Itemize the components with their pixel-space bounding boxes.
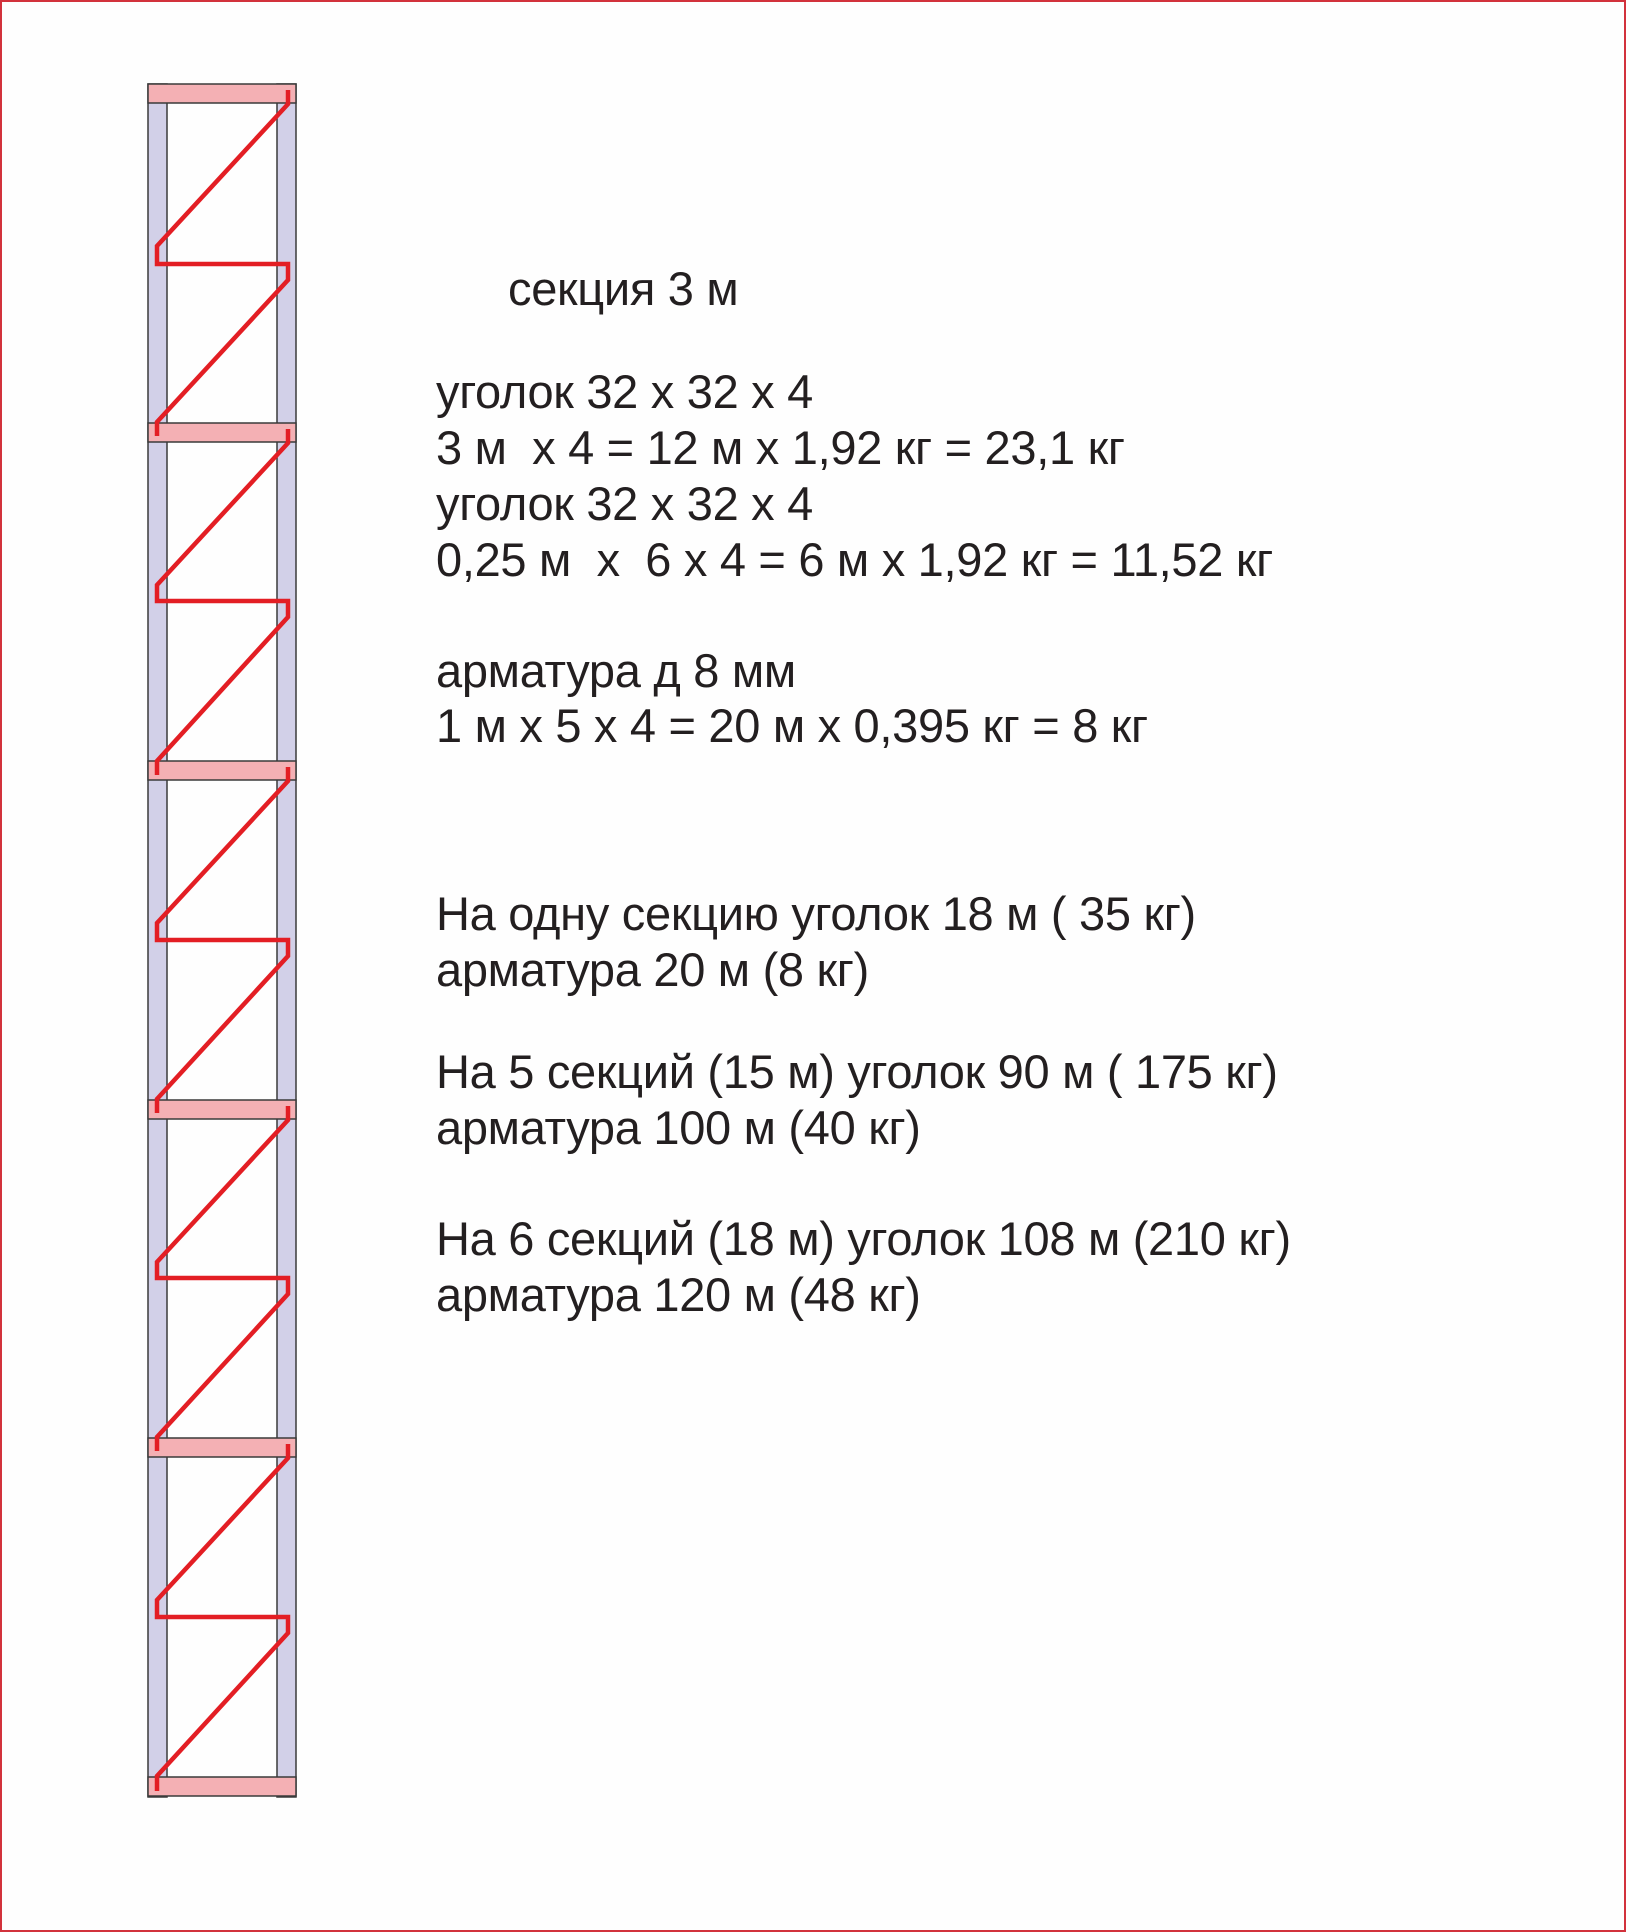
- per-section-angle: На одну секцию уголок 18 м ( 35 кг): [436, 887, 1196, 940]
- five-sections-angle: На 5 секций (15 м) уголок 90 м ( 175 кг): [436, 1045, 1278, 1098]
- six-sections-angle: На 6 секций (18 м) уголок 108 м (210 кг): [436, 1212, 1291, 1265]
- angle-spec-2: уголок 32 x 32 x 4: [436, 477, 813, 530]
- section-title: секция 3 м: [508, 262, 739, 315]
- rebar-calc: 1 м x 5 x 4 = 20 м x 0,395 кг = 8 кг: [436, 699, 1148, 752]
- plate-3: [148, 761, 296, 780]
- plate-1: [148, 84, 296, 103]
- rebar-section-3: [157, 767, 288, 1113]
- plate-2: [148, 423, 296, 442]
- per-section-rebar: арматура 20 м (8 кг): [436, 943, 869, 996]
- rebar-zigzag: [157, 90, 288, 1791]
- six-sections-rebar: арматура 120 м (48 кг): [436, 1268, 921, 1321]
- angle-calc-2: 0,25 м x 6 x 4 = 6 м x 1,92 кг = 11,52 кг: [436, 533, 1273, 586]
- plate-5: [148, 1438, 296, 1457]
- rebar-section-2: [157, 429, 288, 775]
- plate-4: [148, 1100, 296, 1119]
- rebar-section-1: [157, 90, 288, 436]
- five-sections-rebar: арматура 100 м (40 кг): [436, 1101, 921, 1154]
- rebar-section-4: [157, 1106, 288, 1451]
- plate-6: [148, 1777, 296, 1796]
- rebar-spec: арматура д 8 мм: [436, 644, 796, 697]
- angle-spec-1: уголок 32 x 32 x 4: [436, 365, 813, 418]
- angle-calc-1: 3 м x 4 = 12 м x 1,92 кг = 23,1 кг: [436, 421, 1125, 474]
- rebar-section-5: [157, 1444, 288, 1791]
